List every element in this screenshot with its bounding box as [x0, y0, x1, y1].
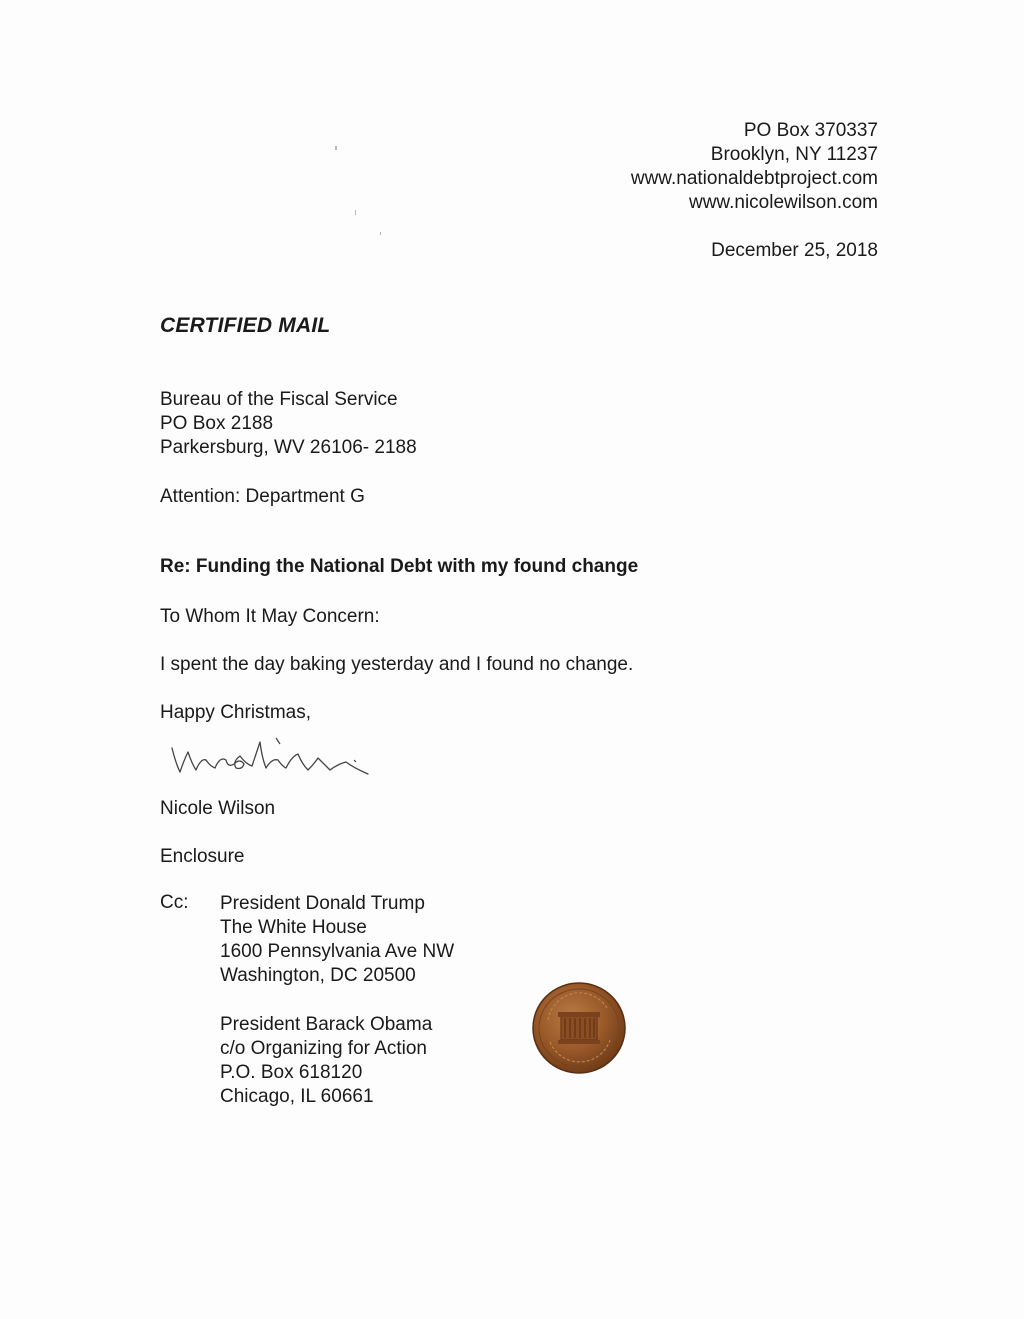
- cc-line: 1600 Pennsylvania Ave NW: [220, 941, 455, 962]
- penny-coin-image: [530, 980, 628, 1076]
- sender-address: [631, 119, 878, 215]
- scan-speck: [355, 210, 356, 215]
- cc-line: c/o Organizing for Action: [220, 1038, 427, 1059]
- enclosure-line: Enclosure: [160, 846, 245, 867]
- cc-recipient-2: [220, 1013, 432, 1109]
- letter-body: I spent the day baking yesterday and I found no change.: [160, 654, 634, 675]
- scan-speck: [335, 146, 337, 150]
- sender-city: Brooklyn, NY 11237: [710, 144, 878, 165]
- certified-mail-heading: CERTIFIED MAIL: [160, 314, 331, 337]
- recipient-po-box: PO Box 2188: [160, 413, 274, 434]
- sender-po-box: PO Box 370337: [743, 120, 878, 141]
- cc-line: Washington, DC 20500: [220, 965, 416, 986]
- cc-line: President Donald Trump: [220, 893, 425, 914]
- recipient-address: [160, 388, 417, 460]
- subject-line: Re: Funding the National Debt with my found change: [160, 556, 639, 577]
- letter-date: December 25, 2018: [711, 240, 878, 261]
- cc-line: The White House: [220, 917, 367, 938]
- cc-line: President Barack Obama: [220, 1014, 433, 1035]
- sender-website-1: www.nationaldebtproject.com: [630, 168, 878, 189]
- scan-speck: [380, 232, 381, 235]
- handwritten-signature: [168, 734, 383, 784]
- sender-website-2: www.nicolewilson.com: [688, 192, 878, 213]
- recipient-city: Parkersburg, WV 26106- 2188: [160, 437, 417, 458]
- cc-recipient-1: [220, 892, 454, 988]
- salutation: To Whom It May Concern:: [160, 606, 380, 627]
- attention-line: Attention: Department G: [160, 486, 365, 507]
- signer-name: Nicole Wilson: [160, 798, 276, 819]
- closing: Happy Christmas,: [160, 702, 311, 723]
- cc-label: Cc:: [160, 892, 189, 913]
- cc-line: P.O. Box 618120: [220, 1062, 363, 1083]
- recipient-name: Bureau of the Fiscal Service: [160, 389, 398, 410]
- cc-line: Chicago, IL 60661: [220, 1086, 374, 1107]
